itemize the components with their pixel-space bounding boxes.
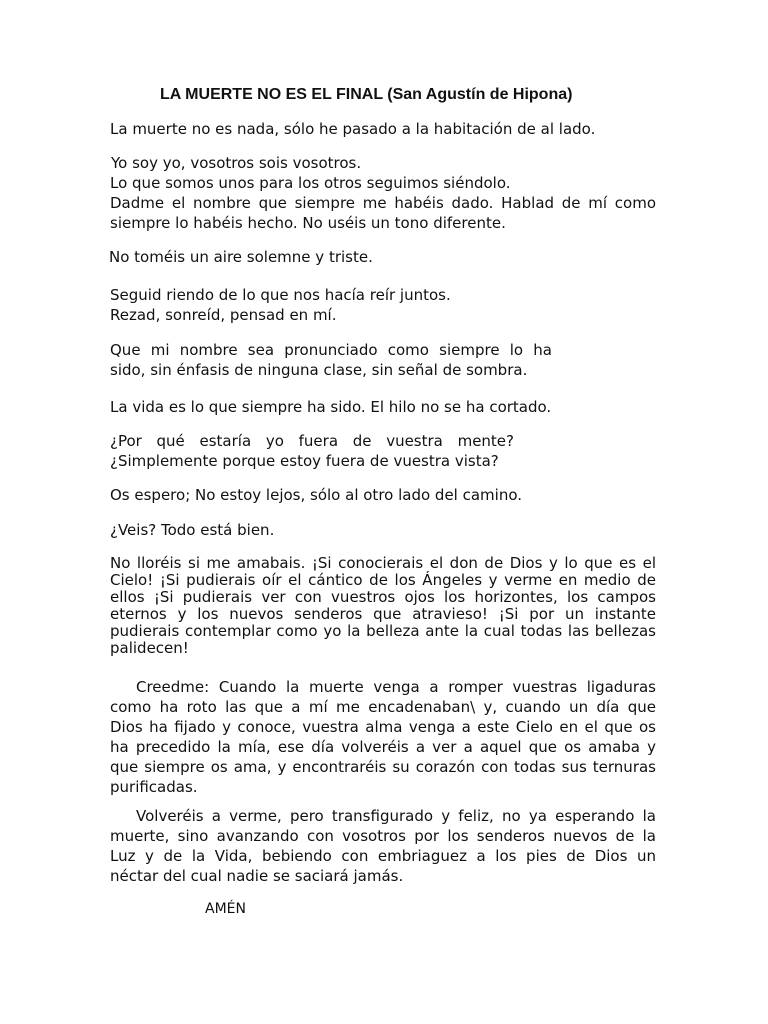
paragraph-6: La vida es lo que siempre ha sido. El hilo no se ha cortado.	[110, 398, 552, 416]
paragraph-3: No toméis un aire solemne y triste.	[109, 248, 373, 266]
paragraph-12	[110, 806, 656, 886]
closing-amen: AMÉN	[205, 901, 246, 917]
paragraph-1: La muerte no es nada, sólo he pasado a la habitación de al lado.	[110, 120, 596, 138]
paragraph-5-line: sido, sin énfasis de ninguna clase, sin señal de sombra.	[110, 361, 528, 379]
paragraph-12-line: néctar del cual nadie se saciará jamás.	[110, 867, 404, 885]
paragraph-12-line: Luz y de la Vida, bebiendo con embriaguez a los pies de Dios un	[110, 847, 656, 865]
paragraph-12-line: muerte, sino avanzando con vosotros por los senderos nuevos de la	[110, 827, 656, 845]
paragraph-11-line: Dios ha fijado y conoce, vuestra alma venga a este Cielo en el que os	[110, 718, 656, 736]
paragraph-4-line: Seguid riendo de lo que nos hacía reír juntos.	[110, 286, 451, 304]
paragraph-10-line: ellos ¡Si pudierais ver con vuestros ojos los horizontes, los campos	[110, 588, 656, 606]
paragraph-2-line: Yo soy yo, vosotros sois vosotros.	[111, 154, 362, 172]
paragraph-11-line: purificadas.	[110, 778, 198, 796]
paragraph-11-line: ha precedido la mía, ese día volveréis a ver a aquel que os amaba y	[110, 738, 656, 756]
paragraph-11-line: como ha roto las que a mí me encadenaban\ y, cuando un día que	[110, 698, 656, 716]
paragraph-12-line: Volveréis a verme, pero transfigurado y feliz, no ya esperando la	[136, 807, 656, 825]
paragraph-11	[110, 677, 656, 797]
paragraph-7-line: ¿Por qué estaría yo fuera de vuestra mente?	[110, 432, 514, 450]
paragraph-10	[110, 555, 656, 657]
paragraph-2-line: siempre lo habéis hecho. No uséis un tono diferente.	[110, 214, 506, 232]
paragraph-9: ¿Veis? Todo está bien.	[110, 521, 275, 539]
paragraph-2-line: Lo que somos unos para los otros seguimos siéndolo.	[110, 174, 511, 192]
paragraph-5-line: Que mi nombre sea pronunciado como siempre lo ha	[110, 341, 552, 359]
paragraph-7	[110, 431, 514, 471]
paragraph-10-line: Cielo! ¡Si pudierais oír el cántico de los Ángeles y verme en medio de	[110, 571, 656, 589]
paragraph-11-line: que siempre os ama, y encontraréis su corazón con todas sus ternuras	[110, 758, 656, 776]
paragraph-10-line: palidecen!	[110, 639, 189, 657]
paragraph-10-line: No lloréis si me amabais. ¡Si conocierais el don de Dios y lo que es el	[110, 554, 656, 572]
paragraph-5	[110, 340, 552, 380]
paragraph-8: Os espero; No estoy lejos, sólo al otro lado del camino.	[110, 486, 523, 504]
paragraph-2	[110, 153, 656, 233]
paragraph-10-line: eternos y los nuevos senderos que atravieso! ¡Si por un instante	[110, 605, 656, 623]
paragraph-7-line: ¿Simplemente porque estoy fuera de vuestra vista?	[110, 452, 499, 470]
paragraph-4-line: Rezad, sonreíd, pensad en mí.	[110, 306, 337, 324]
paragraph-2-line: Dadme el nombre que siempre me habéis dado. Hablad de mí como	[110, 194, 656, 212]
paragraph-4	[110, 285, 656, 325]
paragraph-11-line: Creedme: Cuando la muerte venga a romper vuestras ligaduras	[136, 678, 656, 696]
paragraph-10-line: pudierais contemplar como yo la belleza ante la cual todas las bellezas	[110, 622, 656, 640]
page-title: LA MUERTE NO ES EL FINAL (San Agustín de Hipona)	[160, 86, 573, 103]
